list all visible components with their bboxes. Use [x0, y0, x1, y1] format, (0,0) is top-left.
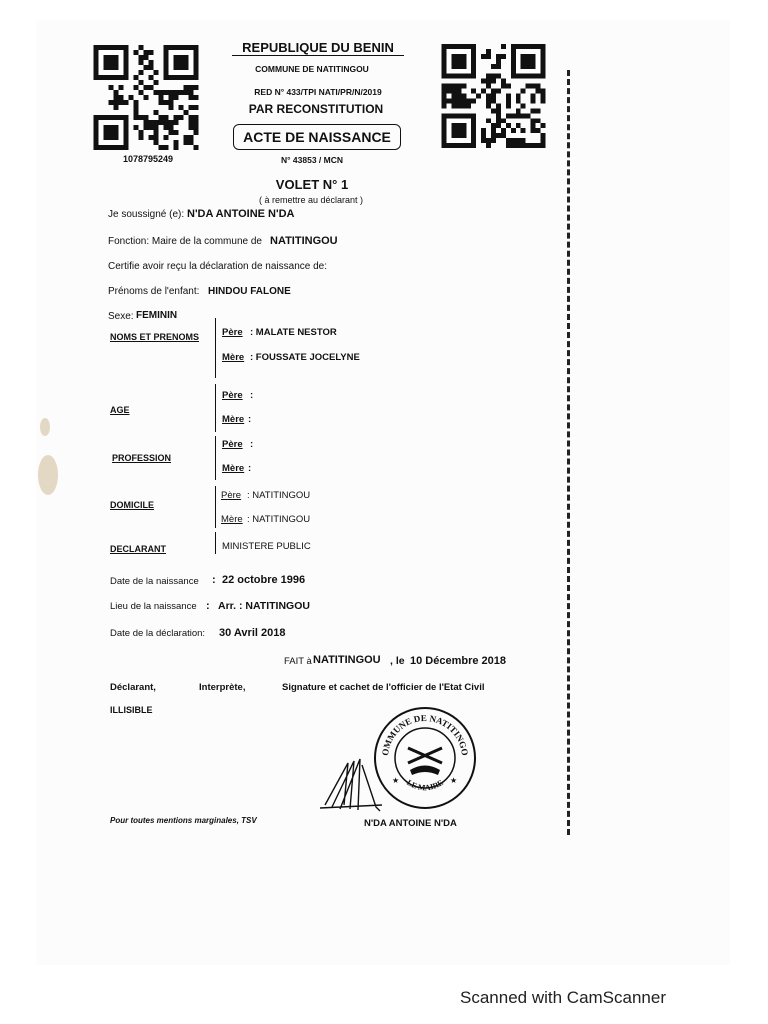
lieu-colon: :: [206, 600, 210, 612]
mere-label: Mère: [222, 352, 245, 363]
stain: [38, 455, 58, 495]
age-label: AGE: [110, 405, 130, 415]
cut-line: [567, 70, 570, 835]
mere-nom: : FOUSSATE JOCELYNE: [250, 352, 360, 363]
fait-a-label: FAIT à: [284, 656, 312, 667]
profession-mere-colon: :: [248, 463, 252, 474]
table-divider: [215, 318, 216, 378]
lieu-value: Arr. : NATITINGOU: [218, 600, 310, 612]
declaration-value: 30 Avril 2018: [219, 627, 286, 639]
fait-date: 10 Décembre 2018: [410, 655, 507, 667]
svg-text:★: ★: [392, 776, 400, 785]
prenoms-value: HINDOU FALONE: [208, 286, 291, 297]
svg-text:LE MAIRE: [405, 778, 445, 793]
seal-bottom-text: LE MAIRE: [405, 777, 445, 793]
camscanner-footer: Scanned with CamScanner: [460, 988, 667, 1007]
pere-label: Père: [222, 327, 243, 338]
soussigne-label: Je soussigné (e):: [108, 209, 185, 220]
noms-label: NOMS ET PRENOMS: [110, 332, 200, 342]
acte-number: N° 43853 / MCN: [281, 155, 343, 165]
volet-note: ( à remettre au déclarant ): [258, 195, 364, 205]
volet-title: VOLET N° 1: [275, 177, 349, 192]
naissance-value: 22 octobre 1996: [222, 574, 306, 586]
profession-pere-colon: :: [250, 439, 254, 450]
declarant-label: DECLARANT: [110, 544, 166, 554]
reference-number: RED N° 433/TPI NATI/PR/N/2019: [254, 87, 382, 97]
age-mere-label: Mère: [222, 414, 245, 425]
seal-top-text: OMMUNE DE NATITINGO: [379, 712, 471, 757]
table-divider: [215, 436, 216, 480]
table-divider: [215, 486, 216, 528]
handwritten-signature: [320, 755, 390, 818]
domicile-label: DOMICILE: [110, 500, 154, 510]
age-mere-colon: :: [248, 414, 252, 425]
certifie-text: Certifie avoir reçu la déclaration de naissance de:: [108, 261, 328, 272]
qr-code-left-icon: [92, 45, 200, 150]
signature-declarant: Déclarant,: [110, 682, 156, 693]
signature-interprete: Interprète,: [199, 682, 246, 693]
acte-title: ACTE DE NAISSANCE: [243, 129, 391, 145]
pere-nom: : MALATE NESTOR: [250, 327, 337, 338]
table-divider: [215, 384, 216, 432]
mentions-marginales: Pour toutes mentions marginales, TSV: [110, 816, 257, 825]
signature-officier: Signature et cachet de l'officier de l'Etat Civil: [282, 682, 485, 693]
republic-title: REPUBLIQUE DU BENIN: [242, 40, 394, 55]
declaration-label: Date de la déclaration:: [110, 628, 206, 639]
sexe-value: FEMININ: [136, 310, 178, 321]
lieu-label: Lieu de la naissance: [110, 601, 197, 612]
profession-mere-label: Mère: [222, 463, 245, 474]
commune-title: COMMUNE DE NATITINGOU: [255, 64, 369, 74]
table-divider: [215, 532, 216, 554]
acte-title-box: [233, 124, 401, 150]
naissance-label: Date de la naissance: [110, 576, 199, 587]
prenoms-label: Prénoms de l'enfant:: [108, 286, 200, 297]
fonction-label: Fonction: Maire de la commune de: [108, 236, 262, 247]
qr-number: 1078795249: [123, 154, 174, 164]
soussigne-value: N'DA ANTOINE N'DA: [187, 208, 295, 220]
domicile-pere-label: Père: [221, 490, 242, 501]
profession-label: PROFESSION: [112, 453, 172, 463]
profession-pere-label: Père: [222, 439, 243, 450]
title-underline: [232, 55, 404, 56]
age-pere-colon: :: [250, 390, 254, 401]
fait-le: , le: [390, 655, 405, 667]
reconstitution-label: PAR RECONSTITUTION: [248, 102, 384, 116]
age-pere-label: Père: [222, 390, 243, 401]
sexe-label: Sexe:: [108, 311, 134, 322]
domicile-mere-label: Mère: [221, 514, 243, 525]
naissance-colon: :: [212, 574, 216, 586]
fonction-value: NATITINGOU: [270, 235, 338, 247]
svg-text:★: ★: [450, 776, 458, 785]
domicile-mere-value: : NATITINGOU: [247, 514, 311, 525]
officer-name: N'DA ANTOINE N'DA: [364, 818, 457, 829]
qr-code-right-icon: [440, 44, 547, 148]
declarant-value: MINISTERE PUBLIC: [222, 541, 311, 552]
illisible-label: ILLISIBLE: [110, 705, 153, 715]
fait-lieu: NATITINGOU: [313, 654, 381, 666]
stain: [40, 418, 50, 436]
domicile-pere-value: : NATITINGOU: [247, 490, 311, 501]
